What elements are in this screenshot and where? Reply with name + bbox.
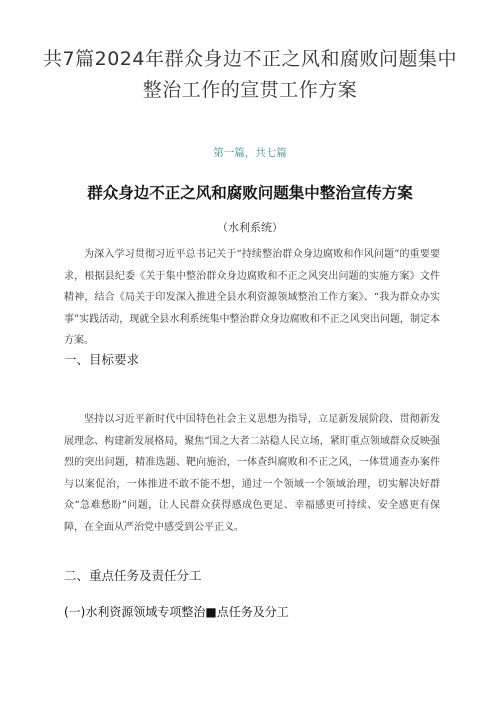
subsection-title-water: (一)水利资源领域专项整治■点任务及分工 xyxy=(64,605,289,619)
section-title-tasks: 二、重点任务及责任分工 xyxy=(64,568,202,583)
plan-subheading: （水利系统） xyxy=(217,221,283,234)
section-title-goals: 一、目标要求 xyxy=(64,352,140,367)
plan-heading: 群众身边不正之风和腐败问题集中整治宣传方案 xyxy=(87,184,413,202)
goals-paragraph: 坚持以习近平新时代中国特色社会主义思想为指导，立足新发展阶段、贯彻新发展理念、构建新发展格局，聚焦“国之大者二站稳人民立场，紧盯重点领域群众反映强烈的突出问题，精准选题、靶向施治，一体查纠腐败和不正之风，一体贯通查办案件与以案促治，一体推进不敢不能不想，通过一个领域一个领域治理，切实解决好群众“急难愁盼”问题，让人民群众获得感成色更足、幸福感更可持续、安全感更有保障，在全面从严治党中感受到公平正义。 xyxy=(64,414,440,533)
intro-paragraph: 为深入学习贯彻习近平总书记关于“持续整治群众身边腐败和作风问题”的重要要求，根据县纪委《关于集中整治群众身边腐败和不正之风突出问题的实施方案》文件精神，结合《局关于印发深入推进全县水利资源领域整治工作方案》、“我为群众办实事”实践活动，现就全县水利系统集中整治群众身边腐败和不正之风突出问题，制定本方案。 xyxy=(64,249,440,347)
part-label: 第一篇，共七篇 xyxy=(213,147,287,159)
document-title: 共7篇2024年群众身边不正之风和腐败问题集中整治工作的宣贯工作方案 xyxy=(43,48,457,101)
